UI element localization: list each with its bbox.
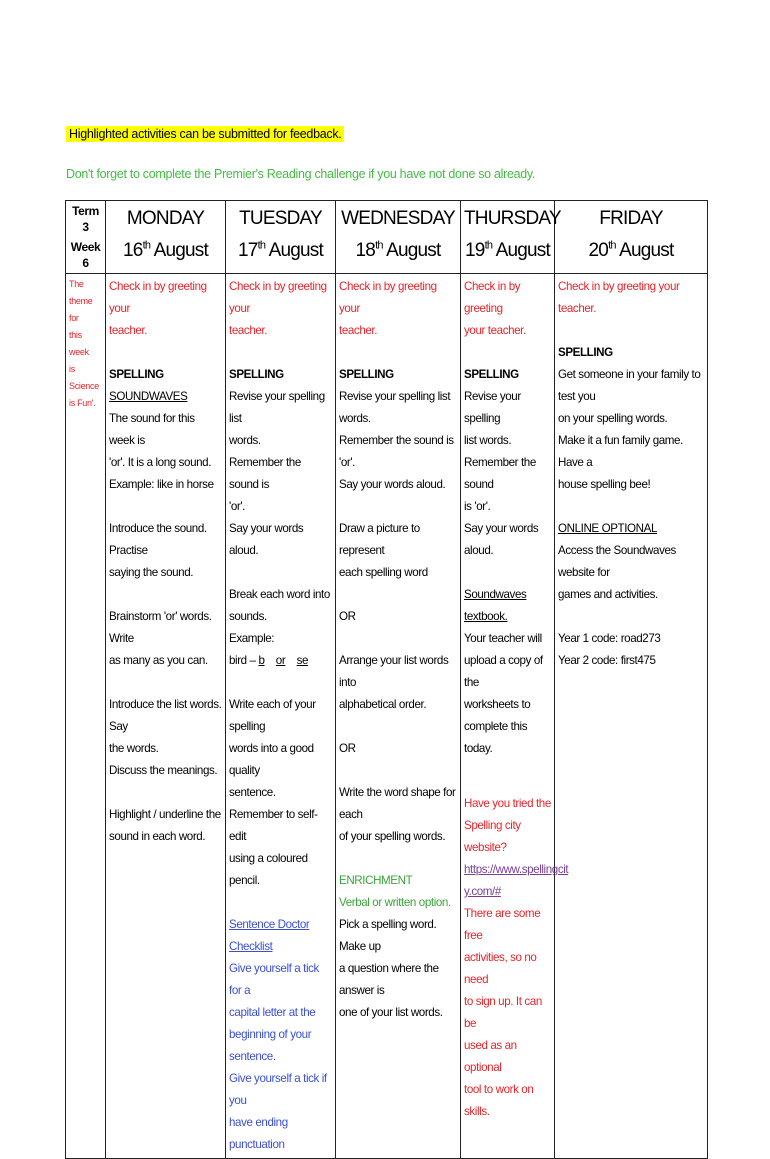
text-line: using a coloured pencil.: [229, 852, 308, 887]
enrichment-option: Verbal or written option.: [339, 896, 451, 909]
day-name: TUESDAY: [239, 208, 322, 229]
weekly-planner-table: [65, 200, 708, 1159]
text-line: Revise your spelling list words.: [339, 390, 451, 425]
enrichment-heading: ENRICHMENT: [339, 874, 413, 887]
text-line: Make it a fun family game. Have a: [558, 434, 683, 469]
text-line: sound in each word.: [109, 830, 206, 843]
day-header-thursday: [461, 201, 561, 274]
day-name: FRIDAY: [599, 208, 663, 229]
theme-line: is: [69, 364, 75, 374]
theme-cell: [66, 274, 106, 1159]
soundwaves-textbook: Soundwaves textbook.: [464, 588, 527, 623]
text-line: words.: [229, 434, 261, 447]
day-month: August: [153, 240, 208, 261]
spelling-city-line: Spelling city website?: [464, 819, 521, 854]
text-line: Introduce the sound. Practise: [109, 522, 207, 557]
friday-activities: [555, 274, 708, 1159]
date-suffix: th: [608, 239, 616, 252]
text-line: Write the word shape for each: [339, 786, 456, 821]
date-suffix: th: [375, 239, 383, 252]
text-line: sounds.: [229, 610, 267, 623]
spelling-heading: SPELLING: [109, 368, 164, 381]
day-header-monday: [106, 201, 226, 274]
text-line: Write each of your spelling: [229, 698, 316, 733]
monday-activities: [106, 274, 226, 1159]
sentence-doctor-checklist-link[interactable]: Sentence Doctor Checklist: [229, 918, 310, 953]
text-line: Pick a spelling word. Make up: [339, 918, 437, 953]
spelling-heading: SPELLING: [464, 368, 519, 381]
text-line: as many as you can.: [109, 654, 208, 667]
text-line: Say your words aloud.: [464, 522, 539, 557]
link-line: https://www.spellingcit: [464, 863, 569, 876]
spelling-heading: SPELLING: [339, 368, 394, 381]
theme-line: The: [69, 279, 84, 289]
spelling-city-line: used as an optional: [464, 1039, 517, 1074]
text-line: Your teacher will: [464, 632, 542, 645]
day-header-wednesday: [336, 201, 461, 274]
text-line: Say your words aloud.: [339, 478, 446, 491]
text-line: words into a good quality: [229, 742, 314, 777]
checkin-line: teacher.: [229, 324, 268, 337]
day-name: THURSDAY: [464, 208, 561, 229]
day-month: August: [386, 240, 441, 261]
text-line: The sound for this week is: [109, 412, 195, 447]
text-line: Remember to self-edit: [229, 808, 318, 843]
checklist-line: capital letter at the: [229, 1006, 316, 1019]
day-month: August: [268, 240, 323, 261]
example-part: se: [296, 654, 309, 667]
term-number: 3: [82, 220, 89, 234]
text-line: saying the sound.: [109, 566, 194, 579]
text-line: of your spelling words.: [339, 830, 446, 843]
text-line: sentence.: [229, 786, 276, 799]
text-line: games and activities.: [558, 588, 658, 601]
text-line: a question where the answer is: [339, 962, 439, 997]
text-line: house spelling bee!: [558, 478, 651, 491]
year-code: Year 1 code: road273: [558, 632, 661, 645]
day-name: WEDNESDAY: [341, 208, 455, 229]
spelling-city-line: activities, so no need: [464, 951, 537, 986]
text-line: alphabetical order.: [339, 698, 427, 711]
text-line: Draw a picture to represent: [339, 522, 420, 557]
thursday-activities: [461, 274, 569, 1159]
text-line: Remember the sound is: [229, 456, 301, 491]
checkin-line: teacher.: [339, 324, 378, 337]
text-line: list words.: [464, 434, 512, 447]
text-line: Highlight / underline the: [109, 808, 221, 821]
text-line: the words.: [109, 742, 159, 755]
year-code: Year 2 code: first475: [558, 654, 656, 667]
text-line: 'or'. It is a long sound.: [109, 456, 212, 469]
checklist-line: Give yourself a tick for a: [229, 962, 319, 997]
feedback-note: Highlighted activities can be submitted for feedback.: [66, 126, 344, 142]
online-optional-heading: ONLINE OPTIONAL: [558, 522, 658, 535]
day-date: 17: [238, 240, 258, 261]
text-line: Remember the sound: [464, 456, 536, 491]
text-line: Discuss the meanings.: [109, 764, 218, 777]
text-line: Revise your spelling list: [229, 390, 325, 425]
text-line: Break each word into: [229, 588, 330, 601]
text-line: worksheets to: [464, 698, 531, 711]
text-line: on your spelling words.: [558, 412, 668, 425]
or-label: OR: [339, 610, 356, 623]
text-line: Arrange your list words into: [339, 654, 449, 689]
date-suffix: th: [257, 239, 266, 252]
text-line: Access the Soundwaves website for: [558, 544, 676, 579]
term-label: Term: [72, 204, 99, 218]
text-line: Brainstorm 'or' words. Write: [109, 610, 212, 645]
text-line: Example: like in horse: [109, 478, 214, 491]
checklist-line: beginning of your: [229, 1028, 312, 1041]
wednesday-activities: [336, 274, 461, 1159]
checkin-line: your teacher.: [464, 324, 526, 337]
theme-line: this week: [69, 330, 89, 357]
example-part: or: [275, 654, 286, 667]
checkin-line: teacher.: [109, 324, 148, 337]
activities-row: [66, 274, 708, 1159]
checkin-line: Check in by greeting your teacher.: [558, 280, 680, 315]
header-row: [66, 201, 708, 274]
checkin-line: Check in by greeting your: [109, 280, 207, 315]
example-segmentation: [229, 650, 332, 672]
link-line: y.com/#: [464, 885, 501, 898]
text-line: upload a copy of the: [464, 654, 543, 689]
spelling-heading: SPELLING: [558, 346, 613, 359]
text-line: one of your list words.: [339, 1006, 443, 1019]
theme-line: Science: [69, 381, 99, 391]
day-header-tuesday: [226, 201, 336, 274]
theme-line: is Fun'.: [69, 398, 96, 408]
tuesday-activities: [226, 274, 336, 1159]
or-label: OR: [339, 742, 356, 755]
text-line: Revise your spelling: [464, 390, 521, 425]
checkin-line: Check in by greeting: [464, 280, 521, 315]
date-suffix: th: [142, 239, 151, 252]
spelling-heading: SPELLING: [229, 368, 284, 381]
term-week-cell: [66, 201, 106, 274]
example-part: b: [258, 654, 265, 667]
text-line: Example:: [229, 632, 275, 645]
date-suffix: th: [484, 239, 493, 252]
text-line: Introduce the list words. Say: [109, 698, 222, 733]
spelling-city-line: There are some free: [464, 907, 541, 942]
spelling-city-line: Have you tried the: [464, 797, 551, 810]
example-word: bird –: [229, 654, 256, 667]
checklist-line: sentence.: [229, 1050, 276, 1063]
text-line: Remember the sound is 'or'.: [339, 434, 454, 469]
spelling-city-line: to sign up. It can be: [464, 995, 542, 1030]
checkin-line: Check in by greeting your: [339, 280, 437, 315]
checkin-line: Check in by greeting your: [229, 280, 327, 315]
theme-line: theme for: [69, 296, 93, 323]
week-label: Week 6: [70, 240, 101, 270]
text-line: 'or'.: [229, 500, 245, 513]
spelling-city-link[interactable]: [464, 859, 569, 903]
text-line: each spelling word: [339, 566, 428, 579]
checklist-line: Give yourself a tick if you: [229, 1072, 327, 1107]
day-date: 18: [355, 240, 376, 261]
soundwaves-heading: SOUNDWAVES: [109, 390, 188, 403]
spelling-city-line: tool to work on skills.: [464, 1083, 534, 1118]
day-date: 19: [465, 240, 485, 261]
day-date: 16: [123, 240, 143, 261]
day-month: August: [619, 240, 674, 261]
text-line: Say your words aloud.: [229, 522, 304, 557]
reading-challenge-reminder: Don't forget to complete the Premier's Reading challenge if you have not done so already.: [66, 167, 536, 181]
text-line: complete this today.: [464, 720, 528, 755]
checklist-line: have ending punctuation: [229, 1116, 288, 1151]
day-month: August: [495, 240, 550, 261]
day-name: MONDAY: [126, 208, 205, 229]
text-line: is 'or'.: [464, 500, 491, 513]
text-line: Get someone in your family to test you: [558, 368, 701, 403]
day-header-friday: [555, 201, 708, 274]
day-date: 20: [588, 240, 609, 261]
